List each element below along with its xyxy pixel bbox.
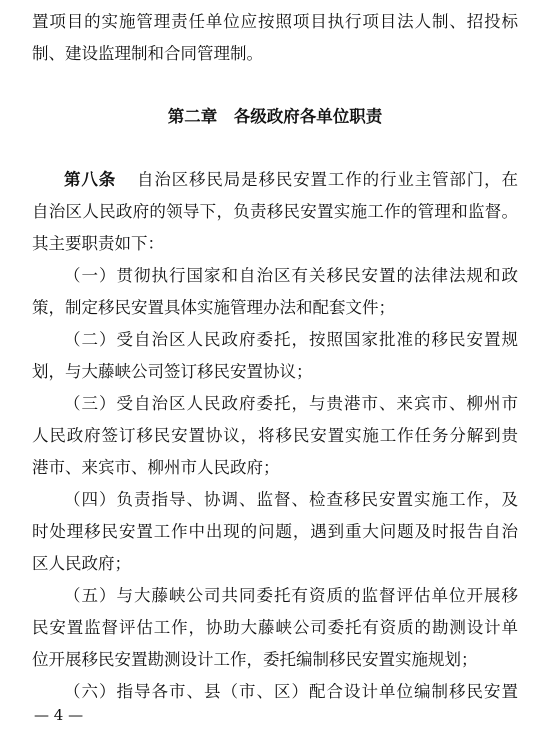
item-6-line-1: （六）指导各市、县（市、区）配合设计单位编制移民安置 (64, 682, 518, 701)
item-4-line-3: 区人民政府； (32, 554, 131, 573)
article-label: 第八条 (64, 170, 117, 189)
item-2-line-1: （二）受自治区人民政府委托，按照国家批准的移民安置规 (64, 330, 518, 349)
item-4-line-2: 时处理移民安置工作中出现的问题，遇到重大问题及时报告自治 (32, 522, 518, 541)
item-3-line-3: 港市、来宾市、柳州市人民政府； (32, 458, 280, 477)
item-3-line-2: 人民政府签订移民安置协议，将移民安置实施工作任务分解到贵 (32, 426, 518, 445)
article-line-1: 自治区移民局是移民安置工作的行业主管部门，在 (136, 170, 519, 189)
page-number: — 4 — (34, 706, 84, 724)
item-5-line-3: 位开展移民安置勘测设计工作，委托编制移民安置实施规划； (32, 650, 478, 669)
article-first-line (64, 170, 518, 190)
item-3-line-1: （三）受自治区人民政府委托，与贵港市、来宾市、柳州市 (64, 394, 518, 413)
item-1-line-2: 策，制定移民安置具体实施管理办法和配套文件； (32, 298, 395, 317)
item-5-line-1: （五）与大藤峡公司共同委托有资质的监督评估单位开展移 (64, 586, 518, 605)
article-line-2: 自治区人民政府的领导下，负责移民安置实施工作的管理和监督。 (32, 202, 518, 221)
item-2-line-2: 划，与大藤峡公司签订移民安置协议； (32, 362, 313, 381)
intro-line-1: 置项目的实施管理责任单位应按照项目执行项目法人制、招投标 (32, 12, 518, 31)
intro-line-2: 制、建设监理制和合同管理制。 (32, 44, 263, 63)
item-1-line-1: （一）贯彻执行国家和自治区有关移民安置的法律法规和政 (64, 266, 518, 285)
chapter-heading: 第二章 各级政府各单位职责 (167, 107, 383, 126)
item-4-line-1: （四）负责指导、协调、监督、检查移民安置实施工作，及 (64, 490, 518, 509)
item-5-line-2: 民安置监督评估工作，协助大藤峡公司委托有资质的勘测设计单 (32, 618, 518, 637)
article-line-3: 其主要职责如下： (32, 234, 164, 253)
